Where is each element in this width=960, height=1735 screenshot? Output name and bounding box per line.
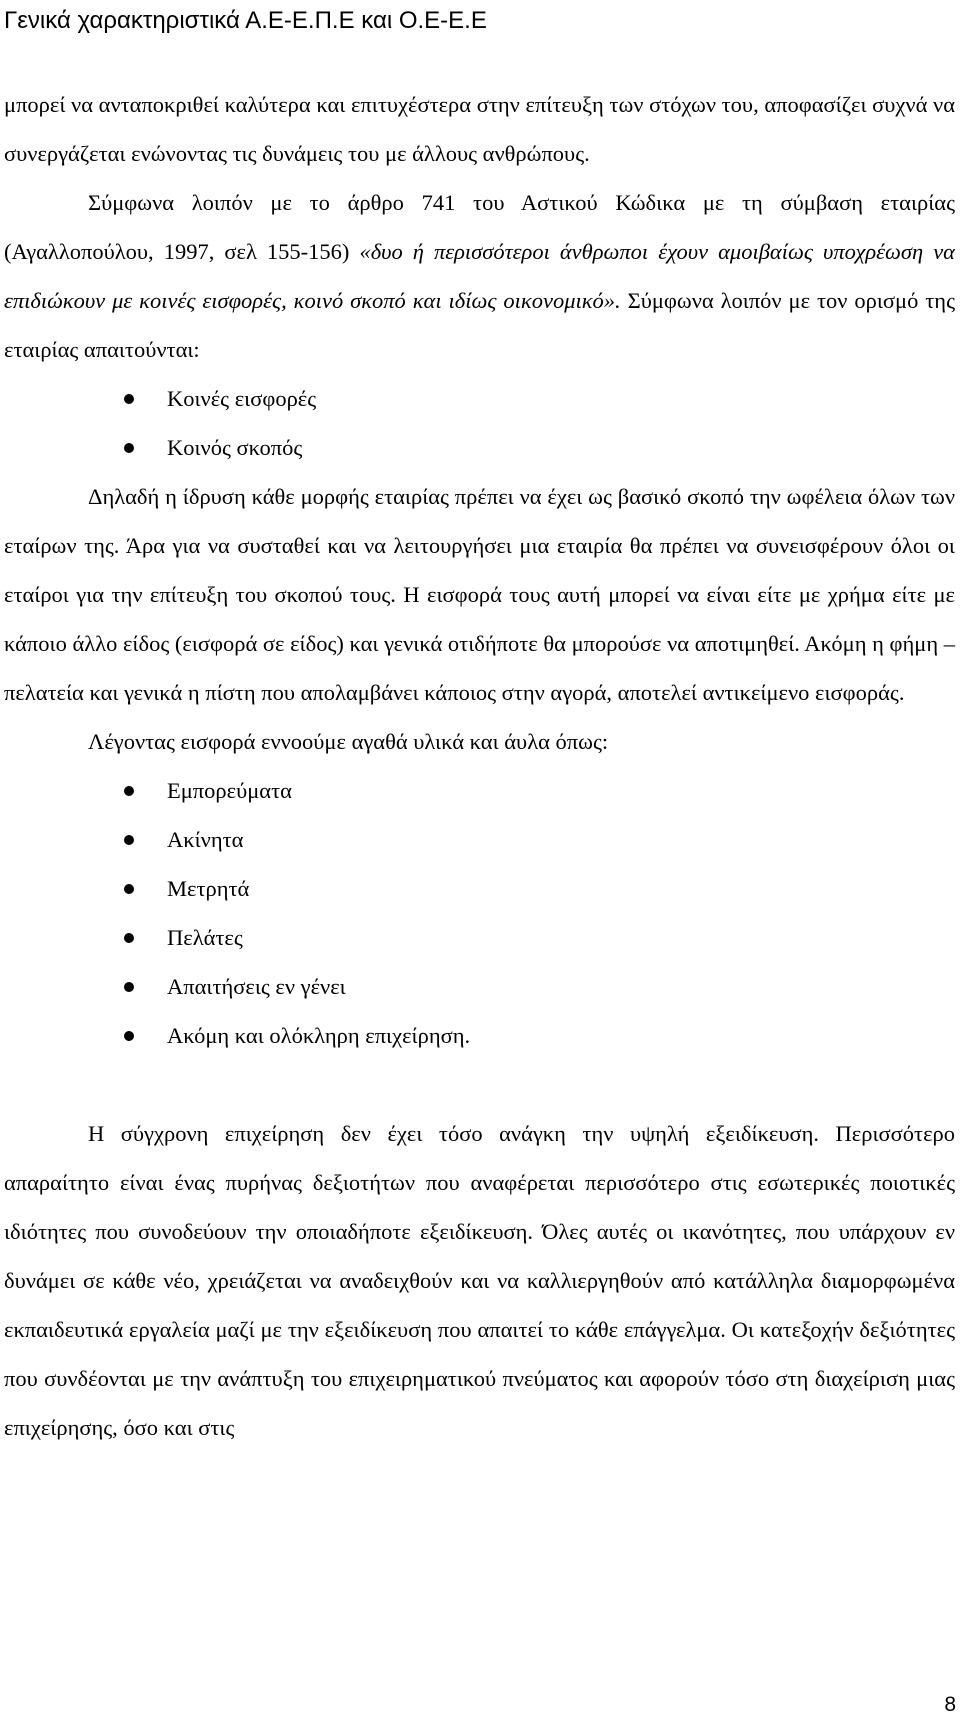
document-body (4, 80, 955, 1452)
running-header: Γενικά χαρακτηριστικά Α.Ε-Ε.Π.Ε και Ο.Ε-Ε.Ε (4, 7, 487, 34)
list-item: Ακίνητα (4, 815, 955, 864)
paragraph-definition (4, 178, 955, 374)
blank-line (4, 1060, 955, 1109)
list-item: Πελάτες (4, 913, 955, 962)
list-item: Εμπορεύματα (4, 766, 955, 815)
definition-tail: Σύμφωνα λοιπόν με τον ορισμό της εταιρίας απαιτούνται: (4, 288, 955, 362)
paragraph-contributions-intro: Λέγοντας εισφορά εννοούμε αγαθά υλικά και άυλα όπως: (88, 729, 609, 754)
list-item: Μετρητά (4, 864, 955, 913)
civil-code-quote: «δυο ή περισσότεροι άνθρωποι έχουν αμοιβαίως υποχρέωση να επιδιώκουν με κοινές εισφορές, κοινό σκοπό και ιδίως οικονομικό». (4, 239, 955, 313)
paragraph-intro: μπορεί να ανταποκριθεί καλύτερα και επιτυχέστερα στην επίτευξη των στόχων του, αποφασίζει συχνά να συνεργάζεται ενώνοντας τις δυνάμεις του με άλλους ανθρώπους. (4, 92, 955, 166)
paragraph-skills: Η σύγχρονη επιχείρηση δεν έχει τόσο ανάγκη την υψηλή εξειδίκευση. Περισσότερο απαραίτητο είναι ένας πυρήνας δεξιοτήτων που αναφέρεται περισσότερο στις εσωτερικές ποιοτικές ιδιότητες που συνοδεύουν την οποιαδήποτε εξειδίκευση. Όλες αυτές οι ικανότητες, που υπάρχουν εν δυνάμει σε κάθε νέο, χρειάζεται να αναδειχθούν και να καλλιεργηθούν από κατάλληλα διαμορφωμένα εκπαιδευτικά εργαλεία μαζί με την εξειδίκευση που απαιτεί το κάθε επάγγελμα. Οι κατεξοχήν δεξιότητες που συνδέονται με την ανάπτυξη του επιχειρηματικού πνεύματος και αφορούν τόσο στη διαχείριση μιας επιχείρησης, όσο και στις (4, 1121, 955, 1440)
list-item: Κοινές εισφορές (4, 374, 955, 423)
page-number: 8 (944, 1693, 956, 1716)
contributions-list (4, 766, 955, 1060)
requirements-list (4, 374, 955, 472)
list-item: Απαιτήσεις εν γένει (4, 962, 955, 1011)
list-item: Ακόμη και ολόκληρη επιχείρηση. (4, 1011, 955, 1060)
definition-intro: Σύμφωνα λοιπόν με το άρθρο 741 του Αστικού Κώδικα με τη σύμβαση εταιρίας (Αγαλλοπούλου, 1997, σελ 155-156) (4, 190, 955, 264)
paragraph-explanation: Δηλαδή η ίδρυση κάθε μορφής εταιρίας πρέπει να έχει ως βασικό σκοπό την ωφέλεια όλων των εταίρων της. Άρα για να συσταθεί και να λειτουργήσει μια εταιρία θα πρέπει να συνεισφέρουν όλοι οι εταίροι για την επίτευξη του σκοπού τους. Η εισφορά τους αυτή μπορεί να είναι είτε με χρήμα είτε με κάποιο άλλο είδος (εισφορά σε είδος) και γενικά οτιδήποτε θα μπορούσε να αποτιμηθεί. Ακόμη η φήμη – πελατεία και γενικά η πίστη που απολαμβάνει κάποιος στην αγορά, αποτελεί αντικείμενο εισφοράς. (4, 484, 955, 705)
list-item: Κοινός σκοπός (4, 423, 955, 472)
